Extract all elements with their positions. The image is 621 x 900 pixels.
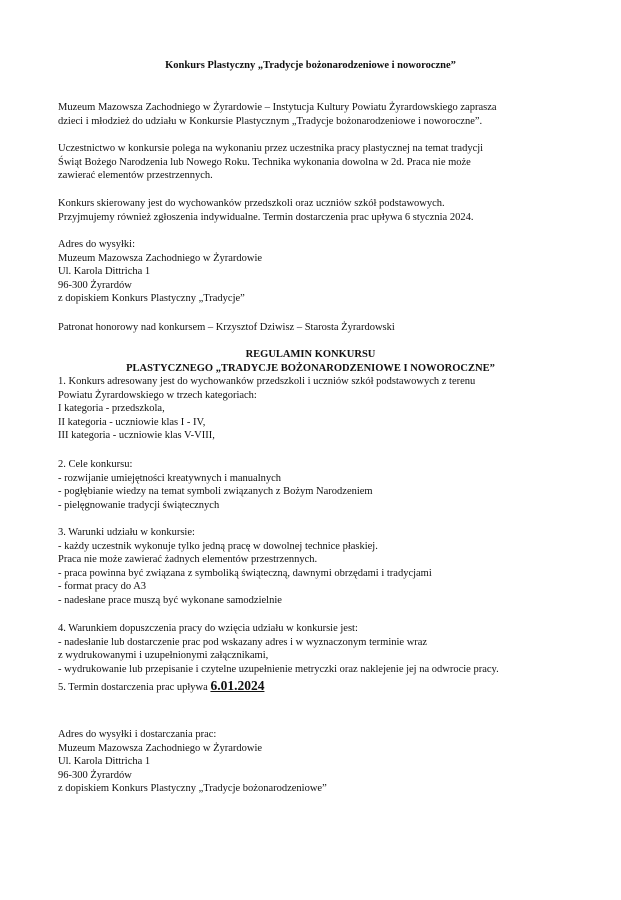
section-4-line: - nadesłanie lub dostarczenie prac pod wskazany adres i w wyznaczonym terminie wraz [58, 636, 428, 648]
address-line: 96-300 Żyrardów [58, 279, 132, 291]
section-1-line: III kategoria - uczniowie klas V-VIII, [58, 430, 215, 441]
address-line: Muzeum Mazowsza Zachodniego w Żyrardowie [58, 252, 263, 264]
section-1-line: I kategoria - przedszkola, [58, 403, 165, 414]
regulations-title-line: PLASTYCZNEGO „TRADYCJE BOŻONARODZENIOWE I NOWOROCZNE” [126, 362, 495, 374]
participation-line: zawierać elementów przestrzennych. [58, 170, 213, 181]
address-line: z dopiskiem Konkurs Plastyczny „Tradycje bożonarodzeniowe” [58, 783, 327, 794]
address-line: Adres do wysyłki: [58, 239, 135, 250]
section-1 [58, 375, 578, 443]
section-4-line: 4. Warunkiem dopuszczenia pracy do wzięcia udziału w konkursie jest: [58, 623, 358, 634]
section-1-line: II kategoria - uczniowie klas I - IV, [58, 416, 206, 428]
participation-line: Uczestnictwo w konkursie polega na wykonaniu przez uczestnika pracy plastycznej na temat tradycji [58, 143, 484, 154]
audience-line: Przyjmujemy również zgłoszenia indywidualne. Termin dostarczenia prac upływa 6 stycznia 2024. [58, 211, 474, 223]
address-line: Ul. Karola Dittricha 1 [58, 756, 151, 767]
section-3-line: - nadesłane prace muszą być wykonane samodzielnie [58, 594, 282, 606]
address-line: Ul. Karola Dittricha 1 [58, 266, 151, 277]
address-line: z dopiskiem Konkurs Plastyczny „Tradycje” [58, 293, 245, 304]
audience-paragraph [58, 197, 578, 224]
regulations-title-line: REGULAMIN KONKURSU [245, 349, 376, 360]
patronage-line [58, 321, 578, 335]
address-line: Muzeum Mazowsza Zachodniego w Żyrardowie [58, 742, 263, 754]
section-1-line: Powiatu Żyrardowskiego w trzech kategoriach: [58, 389, 257, 401]
address-line: 96-300 Żyrardów [58, 769, 132, 781]
section-1-line: 1. Konkurs adresowany jest do wychowanków przedszkoli i uczniów szkół podstawowych z terenu [58, 376, 476, 387]
section-5-text: 5. Termin dostarczenia prac upływa [58, 682, 208, 693]
shipping-address [58, 238, 578, 306]
section-3 [58, 526, 578, 607]
section-4 [58, 622, 578, 676]
delivery-address [58, 728, 578, 796]
audience-line: Konkurs skierowany jest do wychowanków przedszkoli oraz uczniów szkół podstawowych. [58, 198, 445, 209]
section-2 [58, 458, 578, 512]
deadline-date: 6.01.2024 [210, 678, 265, 693]
intro-paragraph [58, 101, 578, 128]
section-2-line: - pielęgnowanie tradycji świątecznych [58, 499, 220, 511]
regulations-title [0, 348, 621, 375]
section-3-line: - praca powinna być związana z symboliką świąteczną, dawnymi obrzędami i tradycjami [58, 567, 432, 579]
section-3-line: - format pracy do A3 [58, 581, 147, 592]
intro-line: Muzeum Mazowsza Zachodniego w Żyrardowie – Instytucja Kultury Powiatu Żyrardowskiego zaprasza [58, 102, 497, 113]
patronage-text: Patronat honorowy nad konkursem – Krzysztof Dziwisz – Starosta Żyrardowski [58, 322, 395, 333]
section-3-line: - każdy uczestnik wykonuje tylko jedną pracę w dowolnej technice płaskiej. [58, 540, 378, 552]
section-5 [58, 679, 578, 695]
section-2-line: 2. Cele konkursu: [58, 459, 133, 470]
address-line: Adres do wysyłki i dostarczania prac: [58, 729, 217, 740]
participation-paragraph [58, 142, 578, 183]
section-4-line: z wydrukowanymi i uzupełnionymi załącznikami, [58, 650, 269, 661]
section-3-line: Praca nie może zawierać żadnych elementów przestrzennych. [58, 554, 318, 565]
section-2-line: - pogłębianie wiedzy na temat symboli związanych z Bożym Narodzeniem [58, 486, 373, 497]
section-2-line: - rozwijanie umiejętności kreatywnych i manualnych [58, 472, 282, 484]
intro-line: dzieci i młodzież do udziału w Konkursie Plastycznym „Tradycje bożonarodzeniowe i noworoczne”. [58, 115, 483, 127]
section-4-line: - wydrukowanie lub przepisanie i czytelne uzupełnienie metryczki oraz naklejenie jej na odwrocie pracy. [58, 663, 499, 675]
section-3-line: 3. Warunki udziału w konkursie: [58, 527, 195, 538]
participation-line: Świąt Bożego Narodzenia lub Nowego Roku. Technika wykonania dowolna w 2d. Praca nie może [58, 156, 471, 168]
document-title: Konkurs Plastyczny „Tradycje bożonarodzeniowe i noworoczne” [165, 60, 456, 71]
